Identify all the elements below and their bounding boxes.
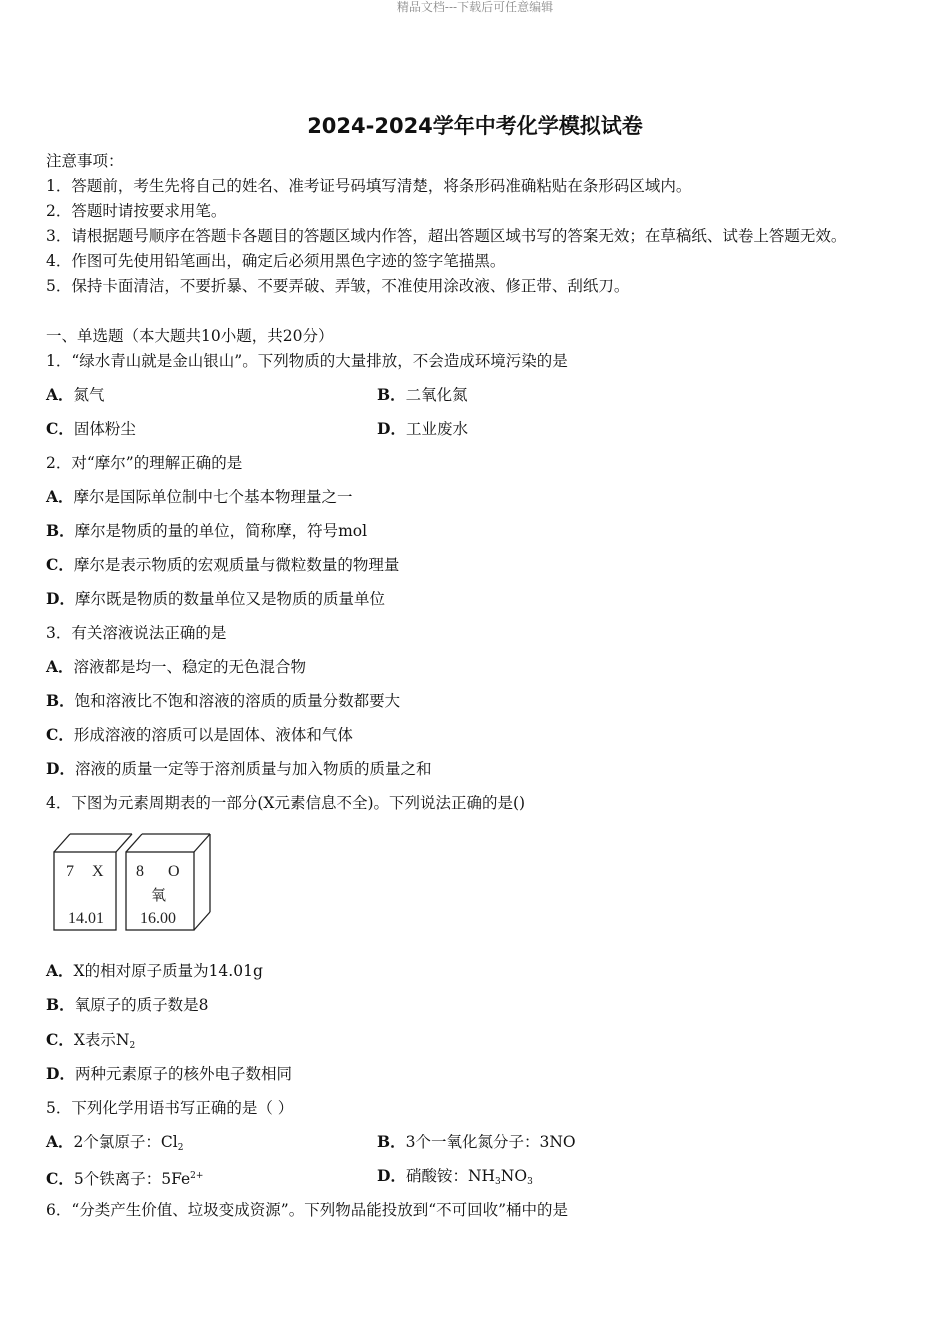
q1-option-a xyxy=(46,385,105,405)
option-label: B． xyxy=(377,1132,406,1151)
q3-option-d xyxy=(46,759,431,779)
q4-option-a xyxy=(46,961,263,981)
notice-item-4: 4．作图可先使用铅笔画出，确定后必须用黑色字迹的签字笔描黑。 xyxy=(46,252,506,270)
option-text: 硝酸铵：NH xyxy=(405,1167,496,1185)
q4-stem: 4．下图为元素周期表的一部分(X元素信息不全)。下列说法正确的是() xyxy=(46,794,526,812)
q4-option-b xyxy=(46,995,208,1015)
q2-stem: 2．对“摩尔”的理解正确的是 xyxy=(46,454,243,472)
option-label: B． xyxy=(46,691,75,710)
option-label: A． xyxy=(46,1132,74,1151)
option-label: D． xyxy=(46,589,75,608)
element-x-number: 7 xyxy=(66,863,74,880)
subscript: 2 xyxy=(129,1041,136,1051)
option-text: 形成溶液的溶质可以是固体、液体和气体 xyxy=(73,726,353,744)
notice-item-3: 3．请根据题号顺序在答题卡各题目的答题区域内作答，超出答题区域书写的答案无效；在草稿纸、试卷上答题无效。 xyxy=(46,227,847,245)
option-label: C． xyxy=(46,1169,74,1188)
q1-option-b xyxy=(377,385,468,405)
notice-item-2: 2．答题时请按要求用笔。 xyxy=(46,202,227,220)
subscript: 2 xyxy=(177,1143,184,1153)
option-text: X表示N xyxy=(73,1031,130,1049)
q5-option-c xyxy=(46,1166,203,1189)
element-o-mass: 16.00 xyxy=(140,910,176,927)
subscript: 3 xyxy=(495,1177,501,1187)
q2-option-b xyxy=(46,521,367,541)
option-text: 饱和溶液比不饱和溶液的溶质的质量分数都要大 xyxy=(74,692,401,710)
option-text: 溶液都是均一、稳定的无色混合物 xyxy=(73,658,307,676)
q3-stem: 3．有关溶液说法正确的是 xyxy=(46,624,227,642)
subscript: 3 xyxy=(527,1177,533,1187)
q5-option-a xyxy=(46,1132,183,1158)
option-label: B． xyxy=(46,995,75,1014)
q3-option-b xyxy=(46,691,400,711)
option-label: C． xyxy=(46,1030,74,1049)
notice-heading: 注意事项： xyxy=(46,152,124,170)
option-label: A． xyxy=(46,487,74,506)
option-label: C． xyxy=(46,725,74,744)
option-text: 两种元素原子的核外电子数相同 xyxy=(74,1065,292,1083)
option-label: C． xyxy=(46,419,74,438)
option-label: B． xyxy=(46,521,75,540)
superscript: 2+ xyxy=(190,1171,204,1181)
q4-option-d xyxy=(46,1064,292,1084)
option-label: D． xyxy=(377,419,406,438)
option-text: 摩尔既是物质的数量单位又是物质的质量单位 xyxy=(74,590,385,608)
option-text: X的相对原子质量为14.01g xyxy=(73,962,263,980)
option-text: 氮气 xyxy=(73,386,105,404)
element-x-mass: 14.01 xyxy=(68,910,104,927)
notice-item-5: 5．保持卡面清洁，不要折暴、不要弄破、弄皱，不准使用涂改液、修正带、刮纸刀。 xyxy=(46,277,630,295)
option-label: C． xyxy=(46,555,74,574)
option-text: 3个一氧化氮分子：3NO xyxy=(405,1133,576,1151)
option-text: 固体粉尘 xyxy=(73,420,136,438)
q2-option-d xyxy=(46,589,385,609)
q1-option-d xyxy=(377,419,468,439)
q5-stem: 5．下列化学用语书写正确的是（ ） xyxy=(46,1099,294,1117)
option-text: 工业废水 xyxy=(405,420,468,438)
q1-stem: 1．“绿水青山就是金山银山”。下列物质的大量排放，不会造成环境污染的是 xyxy=(46,352,568,370)
option-label: D． xyxy=(46,759,75,778)
option-label: D． xyxy=(377,1166,406,1185)
header-note: 精品文档---下载后可任意编辑 xyxy=(396,0,554,14)
q6-stem: 6．“分类产生价值、垃圾变成资源”。下列物品能投放到“不可回收”桶中的是 xyxy=(46,1201,569,1219)
periodic-table-figure xyxy=(50,830,220,935)
q1-option-c xyxy=(46,419,136,439)
option-text: 溶液的质量一定等于溶剂质量与加入物质的质量之和 xyxy=(74,760,432,778)
option-label: A． xyxy=(46,961,74,980)
element-o-number: 8 xyxy=(136,863,144,880)
option-text: NO xyxy=(500,1167,528,1185)
q2-option-a xyxy=(46,487,353,507)
option-label: D． xyxy=(46,1064,75,1083)
page-title: 2024-2024学年中考化学模拟试卷 xyxy=(307,114,643,138)
element-o-name: 氧 xyxy=(151,886,167,904)
option-text: 氧原子的质子数是8 xyxy=(74,996,209,1014)
q2-option-c xyxy=(46,555,399,575)
q4-option-c xyxy=(46,1030,135,1056)
option-text: 摩尔是物质的量的单位，简称摩，符号mol xyxy=(74,522,368,540)
q3-option-a xyxy=(46,657,306,677)
q5-option-d xyxy=(377,1166,533,1192)
option-label: A． xyxy=(46,657,74,676)
notice-item-1: 1．答题前，考生先将自己的姓名、准考证号码填写清楚，将条形码准确粘贴在条形码区域内。 xyxy=(46,177,692,195)
q3-option-c xyxy=(46,725,353,745)
element-x-symbol: X xyxy=(92,863,104,880)
q5-option-b xyxy=(377,1132,576,1152)
option-label: B． xyxy=(377,385,406,404)
option-text: 摩尔是表示物质的宏观质量与微粒数量的物理量 xyxy=(73,556,400,574)
element-o-symbol: O xyxy=(168,863,180,880)
option-text: 2个氯原子：Cl xyxy=(73,1133,178,1151)
option-label: A． xyxy=(46,385,74,404)
section-heading: 一、单选题（本大题共10小题，共20分） xyxy=(46,327,334,345)
option-text: 二氧化氮 xyxy=(405,386,468,404)
option-text: 摩尔是国际单位制中七个基本物理量之一 xyxy=(73,488,353,506)
option-text: 5个铁离子：5Fe xyxy=(73,1170,191,1188)
